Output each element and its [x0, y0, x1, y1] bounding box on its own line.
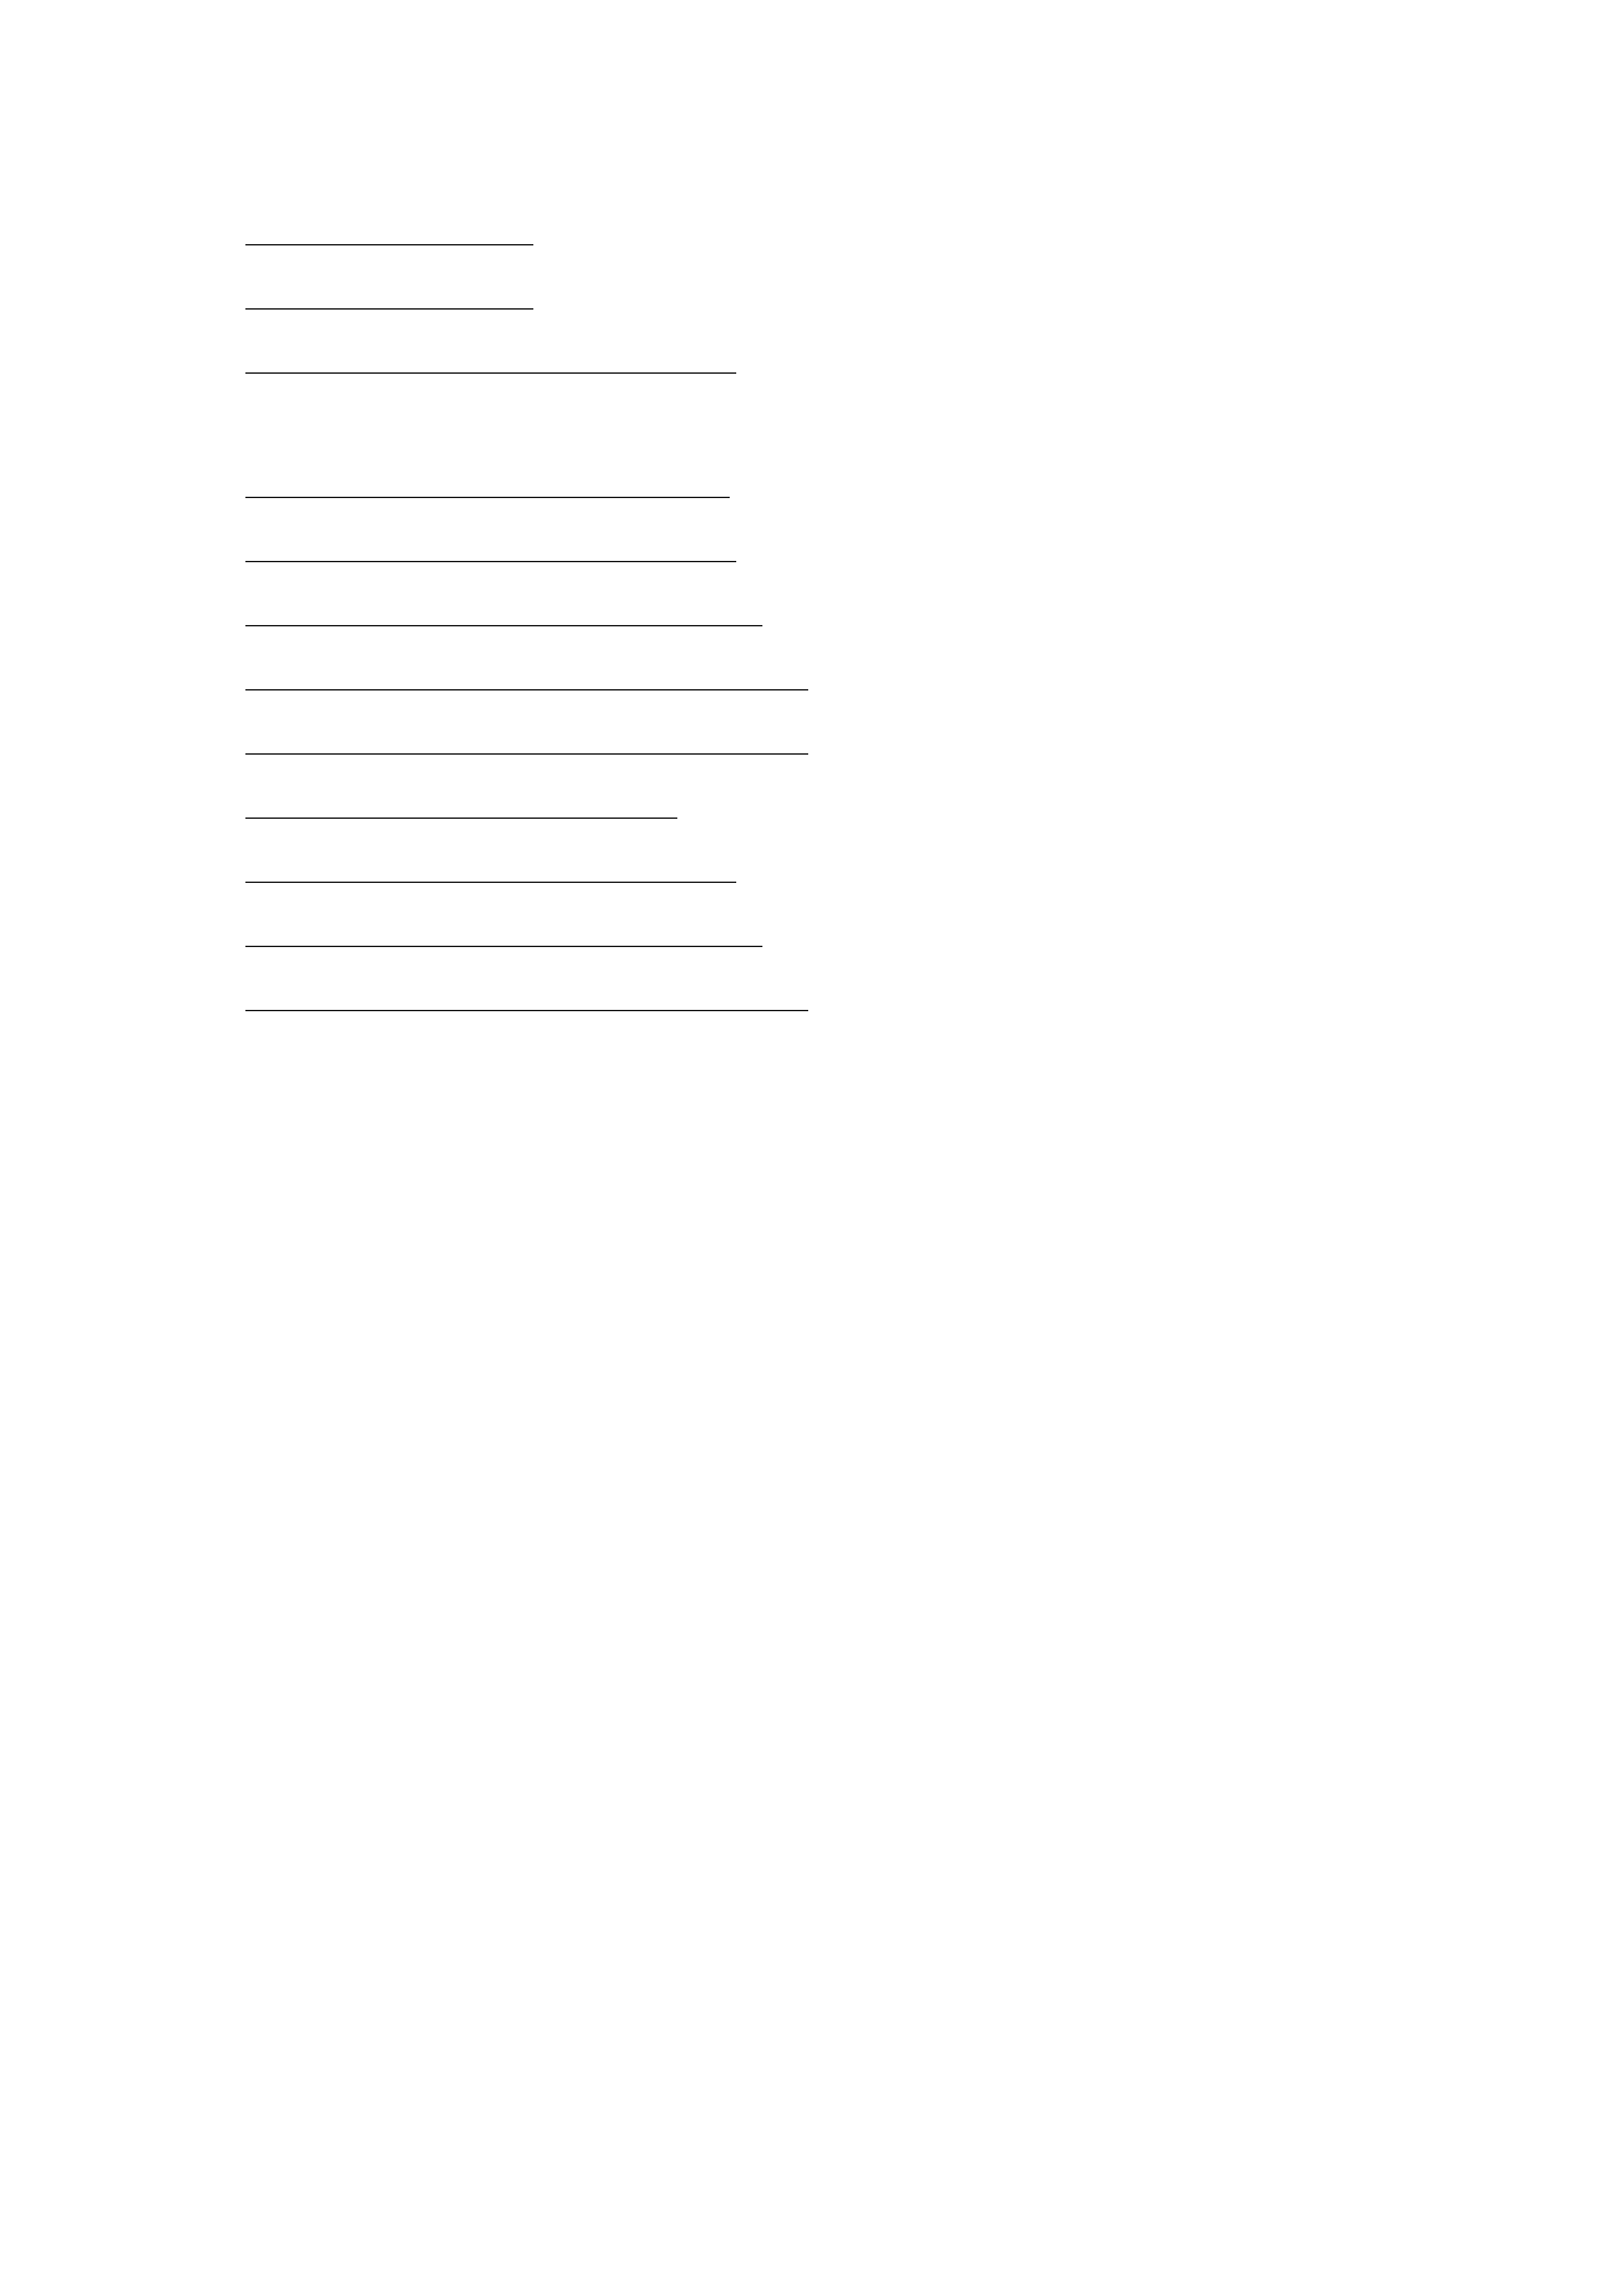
party-a-seal-blank[interactable] [245, 205, 389, 245]
party-seal-line [245, 203, 1397, 267]
date-b-year-blank[interactable] [491, 333, 635, 374]
legal-rep-sign-a-blank[interactable] [245, 269, 389, 310]
seller-address-row [245, 584, 1397, 648]
seller-blank[interactable] [245, 457, 730, 498]
agent-license-blank[interactable] [245, 971, 808, 1011]
agent-postal-blank[interactable] [533, 906, 762, 947]
seller-row [245, 456, 1397, 520]
agent-legal-rep-blank[interactable] [245, 842, 507, 883]
seller-phone-blank[interactable] [507, 522, 736, 562]
agent-blank[interactable] [245, 778, 677, 819]
agent-license-row [245, 969, 1397, 1033]
seller-license-row [245, 648, 1397, 712]
signature-date-line [245, 331, 1397, 395]
party-b-seal-blank[interactable] [389, 205, 533, 245]
agent-row [245, 776, 1397, 840]
agent-legal-rep-row [245, 840, 1397, 905]
agent-address-row [245, 905, 1397, 969]
seller-address-blank[interactable] [245, 586, 533, 626]
date-a-day-blank[interactable] [442, 333, 491, 374]
legal-rep-signature-line [245, 267, 1397, 331]
contract-body [245, 203, 1397, 1033]
date-a-month-blank[interactable] [389, 333, 442, 374]
date-b-day-blank[interactable] [687, 333, 736, 374]
agent-address-blank[interactable] [245, 906, 533, 947]
seller-license-blank[interactable] [245, 650, 808, 691]
legal-rep-sign-b-blank[interactable] [389, 269, 533, 310]
agent-phone-blank[interactable] [507, 842, 736, 883]
seller-account-blank[interactable] [533, 714, 808, 755]
seller-postal-blank[interactable] [533, 586, 762, 626]
seller-bank-blank[interactable] [245, 714, 533, 755]
seller-legal-rep-row [245, 520, 1397, 584]
section-gap [245, 395, 1397, 456]
seller-legal-rep-blank[interactable] [245, 522, 507, 562]
seller-bank-row [245, 712, 1397, 776]
date-a-year-blank[interactable] [245, 333, 389, 374]
date-b-month-blank[interactable] [635, 333, 687, 374]
